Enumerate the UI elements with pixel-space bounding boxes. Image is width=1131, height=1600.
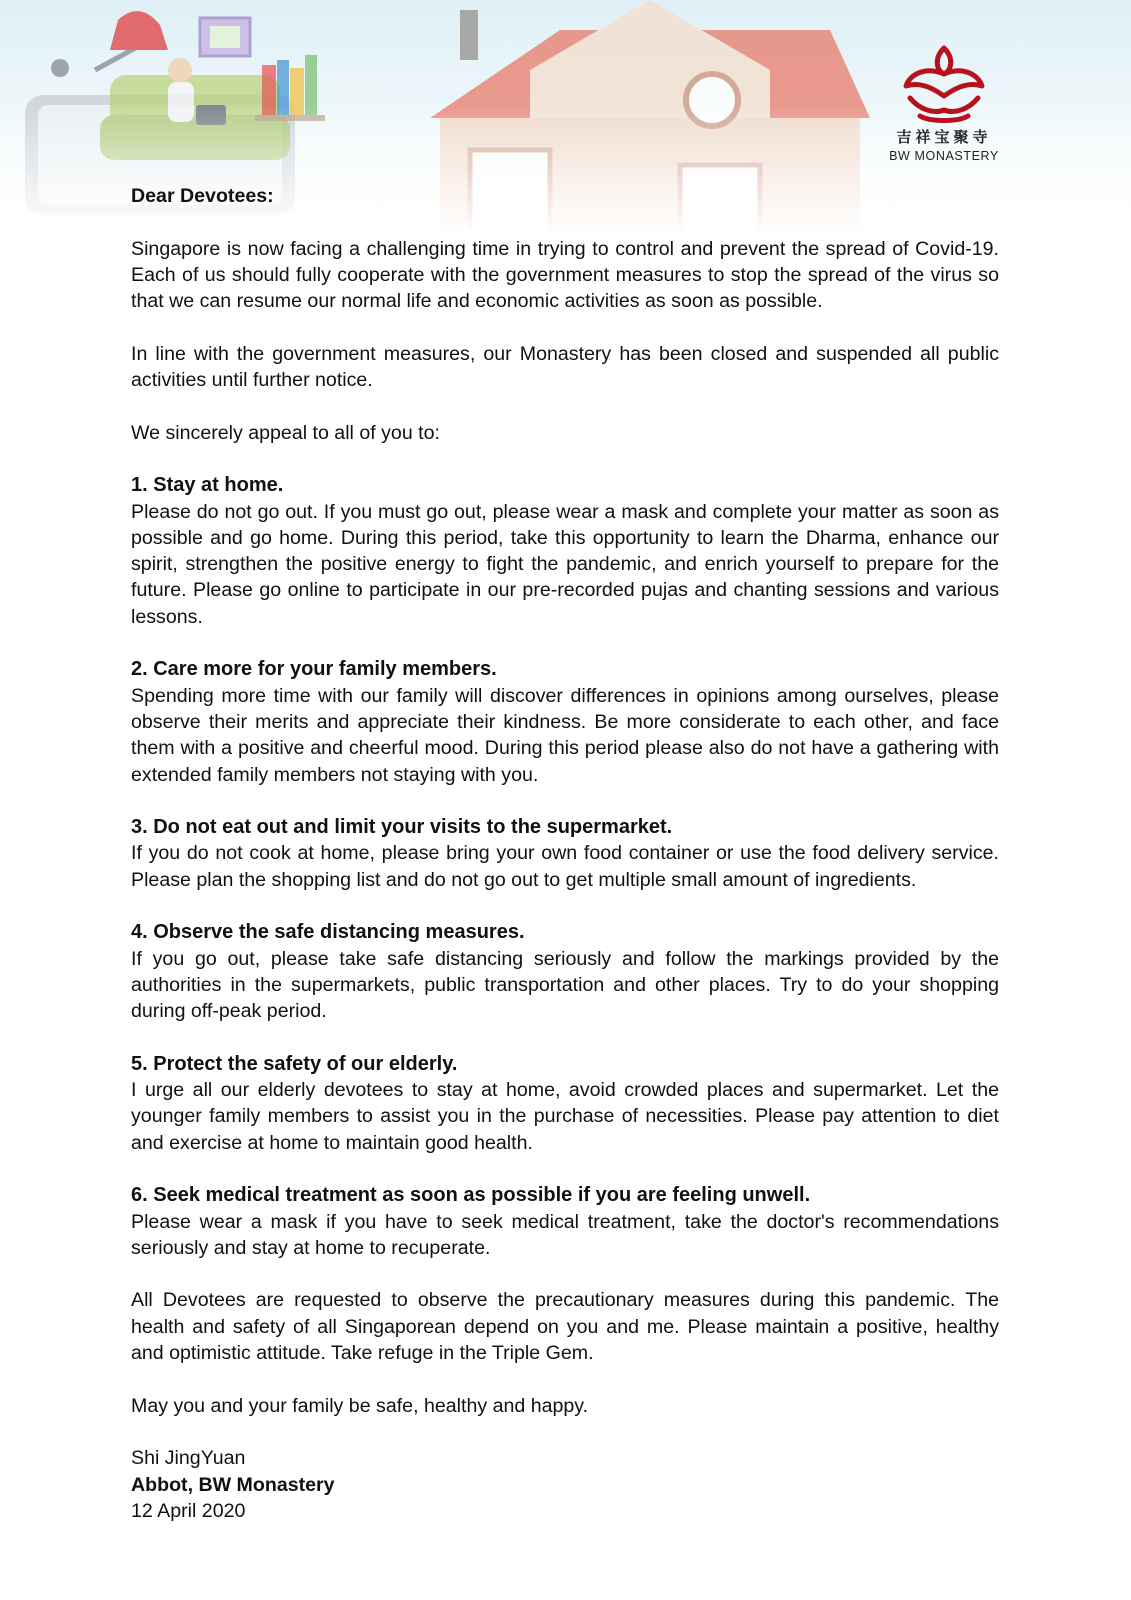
measure-section [131,814,999,893]
intro-paragraph: Singapore is now facing a challenging time in trying to control and prevent the spread of Covid-19. Each of us should fully cooperate with the government measures to stop the spread of the virus so that we can resume our normal life and economic activities as soon as possible. [131,237,999,313]
measure-body: Please wear a mask if you have to seek medical treatment, take the doctor's recommendations seriously and stay at home to recuperate. [131,1210,999,1259]
measure-heading: 1. Stay at home. [131,474,284,497]
measure-body: I urge all our elderly devotees to stay at home, avoid crowded places and supermarket. Let the younger family members to assist you in the purchase of necessities. Please pay attention to diet and exercise at home to maintain good health. [131,1079,999,1154]
signature-block [131,1445,999,1524]
closing-wish: May you and your family be safe, healthy and happy. [131,1394,589,1417]
salutation: Dear Devotees: [131,185,274,207]
measure-heading: 3. Do not eat out and limit your visits to the supermarket. [131,816,673,839]
intro-paragraph: In line with the government measures, our Monastery has been closed and suspended all public activities until further notice. [131,342,999,392]
measure-heading: 6. Seek medical treatment as soon as possible if you are feeling unwell. [131,1184,811,1207]
signer-title: Abbot, BW Monastery [131,1473,335,1496]
logo-english-name: BW MONASTERY [889,149,999,163]
measure-section [131,919,999,1024]
logo-chinese-name: 吉祥宝聚寺 [896,128,992,146]
measure-body: Please do not go out. If you must go out, please wear a mask and complete your matter as soon as possible and go home. During this period, take this opportunity to learn the Dharma, enhance our spirit, strengthen the positive energy to fight the pandemic, and enrich yourself to prepare for the future. Please go online to participate in our pre-recorded pujas and chanting sessions and various lessons. [131,500,999,628]
measure-heading: 5. Protect the safety of our elderly. [131,1052,458,1075]
appeal-line: We sincerely appeal to all of you to: [131,421,440,444]
closing-paragraph: All Devotees are requested to observe the precautionary measures during this pandemic. The health and safety of all Singaporean depend on you and me. Please maintain a positive, healthy and optimistic attitude. Take refuge in the Triple Gem. [131,1289,999,1365]
measure-heading: 2. Care more for your family members. [131,658,497,681]
measure-section [131,1051,999,1156]
letter-date: 12 April 2020 [131,1499,246,1522]
lotus-logo-icon [896,40,992,124]
measure-section [131,1182,999,1261]
signer-name: Shi JingYuan [131,1447,246,1470]
measure-section [131,472,999,630]
monastery-logo [880,40,1008,163]
measure-body: Spending more time with our family will discover differences in opinions among ourselves, please observe their merits and appreciate their kindness. Be more considerate to each other, and face them with a positive and cheerful mood. During this period please also do not have a gathering with extended family members not staying with you. [131,684,999,786]
measure-section [131,656,999,787]
measure-heading: 4. Observe the safe distancing measures. [131,921,525,944]
measure-body: If you do not cook at home, please bring your own food container or use the food delivery service. Please plan the shopping list and do not go out to get multiple small amount of ingredients. [131,842,999,891]
letter-body [131,183,999,1524]
measure-body: If you go out, please take safe distancing seriously and follow the markings provided by the authorities in the supermarkets, public transportation and other places. Try to do your shopping during off-peak period. [131,947,999,1023]
